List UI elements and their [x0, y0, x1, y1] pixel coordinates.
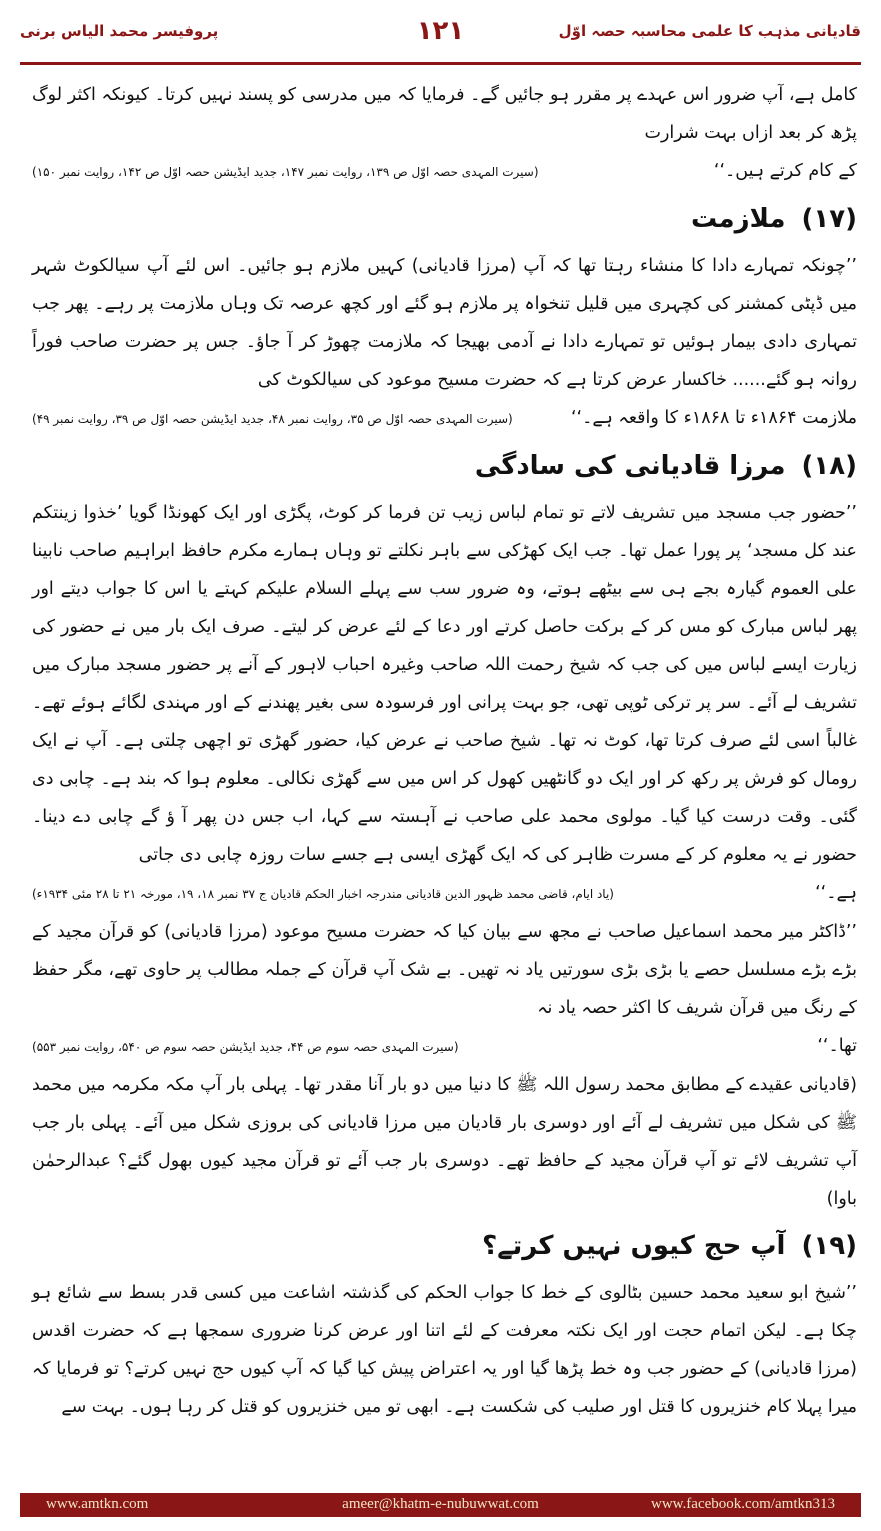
- quote-end-line: [32, 399, 857, 438]
- section-title: آپ حج کیوں نہیں کرتے؟: [482, 1231, 786, 1261]
- paragraph: ’’شیخ ابو سعید محمد حسین بٹالوی کے خط کا جواب الحکم کی گذشتہ اشاعت میں کسی قدر بسط سے شائع ہو چکا ہے۔ لیکن اتمام حجت اور ایک نکتہ معرفت کے لئے اتنا اور عرض کرنا ضروری سمجھا ہے کہ حضرت اقدس (مرزا قادیانی) کے حضور جب وہ خط پڑھا گیا اور یہ اعتراض پیش کیا گیا کہ آپ کیوں حج نہیں کرتے؟ تو فرمایا کہ میرا پہلا کام خنزیروں کا قتل اور صلیب کی شکست ہے۔ ابھی تو میں خنزیروں کو قتل کر رہا ہوں۔ بہت سے: [32, 1283, 857, 1417]
- facebook-link[interactable]: www.facebook.com/amtkn313: [651, 1496, 835, 1512]
- section-number: (۱۸): [801, 451, 857, 481]
- paragraph: ’’حضور جب مسجد میں تشریف لاتے تو تمام لباس زیب تن فرما کر کوٹ، پگڑی اور ایک کھونڈا گویا ’خذوا زینتکم عند کل مسجد‘ پر پورا عمل تھا۔ جب ایک کھڑکی سے باہر نکلتے تو وہاں ہمارے مکرم حافظ ابراہیم صاحب نابینا علی العموم گیارہ بجے ہی سے بیٹھے ہوتے، وہ ضرور سب سے پہلے السلام علیکم کہتے یا اس کا جواب دیتے اور پھر لباس مبارک کو مس کر کے برکت حاصل کرتے اور دعا کے لئے عرض کر لیتے۔ صرف ایک بار میں نے حضور کی زیارت ایسے لباس میں کی جب کہ شیخ رحمت اللہ صاحب وغیرہ احباب لاہور کے آنے پر حضور مسجد مبارک میں تشریف لے آئے۔ سر پر ترکی ٹوپی تھی، جو بہت پرانی اور فرسودہ سی بغیر پھندنے کے اور مہندی لگائے ہوئے تھے۔ غالباً اسی لئے صرف کرتا تھا، کوٹ نہ تھا۔ شیخ صاحب نے عرض کیا، حضور گھڑی تو اچھی چلتی ہے۔ آپ نے ایک رومال کو فرش پر رکھ کر اور ایک دو گانٹھیں کھول کر اس میں سے گھڑی نکالی۔ معلوم ہوا کہ بند ہے۔ چابی دی گئی۔ وقت درست کیا گیا۔ مولوی محمد علی صاحب نے آہستہ سے کہا، اب جس دن پھر آ ؤ گے چابی دے دینا۔ حضور نے یہ معلوم کر کے مسرت ظاہر کی کہ ایک گھڑی ایسی ہے جسے سات روزہ چابی دی جاتی: [32, 503, 857, 865]
- quote-end-text: تھا۔‘‘: [817, 1036, 857, 1056]
- section-title: مرزا قادیانی کی سادگی: [474, 451, 786, 481]
- section-heading: [32, 1218, 857, 1274]
- paragraph: کامل ہے، آپ ضرور اس عہدے پر مقرر ہو جائیں گے۔ فرمایا کہ میں مدرسی کو پسند نہیں کرتا۔ کیونکہ اکثر لوگ پڑھ کر بعد ازاں بہت شرارت: [32, 85, 857, 143]
- section-title: ملازمت: [691, 204, 786, 234]
- website-link[interactable]: www.amtkn.com: [46, 1496, 149, 1512]
- quote-end-text: ملازمت ۱۸۶۴ء تا ۱۸۶۸ء کا واقعہ ہے۔‘‘: [570, 408, 857, 428]
- quote-end-line: [32, 152, 857, 191]
- section-number: (۱۹): [801, 1231, 857, 1261]
- header-divider: [20, 62, 861, 65]
- author-name: پروفیسر محمد الیاس برنی: [20, 22, 219, 40]
- citation-reference: (یاد ایام، قاضی محمد ظہور الدین قادیانی مندرجہ اخبار الحکم قادیان ج ۳۷ نمبر ۱۸، ۱۹، مورخہ ۲۱ تا ۲۸ مئی ۱۹۳۴ء): [32, 887, 614, 901]
- quote-end-line: [32, 874, 857, 913]
- citation-reference: (سیرت المہدی حصہ اوّل ص ۳۵، روایت نمبر ۴۸، جدید ایڈیشن حصہ اوّل ص ۳۹، روایت نمبر ۴۹): [32, 412, 513, 426]
- quote-end-text: کے کام کرتے ہیں۔‘‘: [713, 161, 857, 181]
- citation-reference: (سیرت المہدی حصہ سوم ص ۴۴، جدید ایڈیشن حصہ سوم ص ۵۴۰، روایت نمبر ۵۵۳): [32, 1040, 459, 1054]
- paragraph: ’’ڈاکٹر میر محمد اسماعیل صاحب نے مجھ سے بیان کیا کہ حضرت مسیح موعود (مرزا قادیانی) کو قرآن مجید کے بڑے بڑے مسلسل حصے یا بڑی بڑی سورتیں یاد نہ تھیں۔ بے شک آپ قرآن کے جملہ مطالب پر حاوی تھے، مگر حفظ کے رنگ میں قرآن شریف کا اکثر حصہ یاد نہ: [32, 922, 857, 1018]
- section-heading: [32, 191, 857, 247]
- page-body: [32, 76, 857, 1426]
- page-number: ۱۲۱: [416, 16, 465, 46]
- page-footer: [20, 1493, 861, 1517]
- section-heading: [32, 438, 857, 494]
- book-title: قادیانی مذہب کا علمی محاسبہ حصہ اوّل: [558, 22, 861, 40]
- page-header: [20, 14, 861, 54]
- email-link[interactable]: ameer@khatm-e-nubuwwat.com: [342, 1496, 539, 1512]
- citation-reference: (سیرت المہدی حصہ اوّل ص ۱۳۹، روایت نمبر ۱۴۷، جدید ایڈیشن حصہ اوّل ص ۱۴۲، روایت نمبر ۱۵۰): [32, 165, 539, 179]
- paragraph: (قادیانی عقیدے کے مطابق محمد رسول اللہ ﷺ کا دنیا میں دو بار آنا مقدر تھا۔ پہلی بار آپ مکہ مکرمہ میں محمد ﷺ کی شکل میں تشریف لے آئے اور دوسری بار قادیان میں مرزا قادیانی کی بروزی شکل میں آئے۔ پہلی بار جب آپ تشریف لائے تو آپ قرآن مجید کے حافظ تھے۔ دوسری بار جب آئے تو قرآن مجید کیوں بھول گئے؟ عبدالرحمٰن باوا): [32, 1075, 857, 1209]
- quote-end-text: ہے۔‘‘: [815, 883, 857, 903]
- paragraph: ’’چونکہ تمہارے دادا کا منشاء رہتا تھا کہ آپ (مرزا قادیانی) کہیں ملازم ہو جائیں۔ اس لئے آپ سیالکوٹ شہر میں ڈپٹی کمشنر کی کچہری میں قلیل تنخواہ پر ملازم ہو گئے اور کچھ عرصہ تک وہاں ملازمت پر رہے۔ پھر جب تمہاری دادی بیمار ہوئیں تو تمہارے دادا نے آدمی بھیجا کہ ملازمت چھوڑ کر آ جاؤ۔ جس پر حضرت صاحب فوراً روانہ ہو گئے...... خاکسار عرض کرتا ہے کہ حضرت مسیح موعود کی سیالکوٹ کی: [32, 256, 857, 390]
- quote-end-line: [32, 1027, 857, 1066]
- section-number: (۱۷): [801, 204, 857, 234]
